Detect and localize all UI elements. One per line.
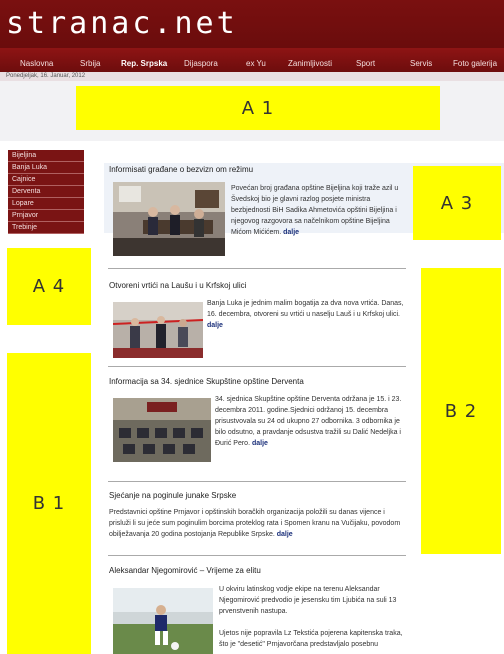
news-title[interactable]: Aleksandar Njegomirović – Vrijeme za elitu — [109, 566, 261, 575]
news-summary: U okviru latinskog vodje ekipe na terenu Aleksandar Njegomirović predvodio je jesensku tim Ljubića na suli 13 prvenstvenih nastupa. — [219, 586, 397, 615]
news-photo[interactable] — [113, 302, 203, 358]
divider — [108, 366, 406, 367]
news-summary-continued: Ujetos nije popravila Lz Tekstića pojerena kapitenska traka, što je "desetić" Prnjavorčana predstavljalo posebnu — [219, 630, 403, 648]
city-item-banja-luka[interactable]: Banja Luka — [8, 162, 84, 174]
more-link[interactable]: dalje — [283, 229, 300, 236]
news-title[interactable]: Informisati građane o bezvizn om režimu — [109, 165, 254, 174]
nav-item-naslovna[interactable]: Naslovna — [20, 59, 54, 68]
news-photo[interactable] — [113, 182, 225, 256]
more-link[interactable]: dalje — [207, 322, 223, 329]
ad-a4[interactable]: A 4 — [7, 248, 91, 325]
more-link[interactable]: dalje — [276, 531, 293, 538]
nav-item-rep-srpska[interactable]: Rep. Srpska — [121, 59, 168, 68]
ad-b1[interactable]: B 1 — [7, 353, 91, 654]
more-link[interactable]: dalje — [251, 440, 268, 447]
news-title[interactable]: Otvoreni vrtići na Laušu i u Krfskoj ulici — [109, 281, 247, 290]
nav-item-dijaspora[interactable]: Dijaspora — [184, 59, 218, 68]
current-date: Ponedjeljak, 16. Januar, 2012 — [6, 73, 86, 79]
ad-b2[interactable]: B 2 — [421, 268, 501, 554]
nav-item-foto-galerija[interactable]: Foto galerija — [453, 59, 498, 68]
ad-a1[interactable]: A 1 — [76, 86, 440, 130]
nav-item-srbija[interactable]: Srbija — [80, 59, 101, 68]
news-summary: 34. sjednica Skupštine opštine Derventa održana je 15. i 23. decembra 2011. godine.Sjednici održanoj 15. decembra prisustvovala su 24 od ukupno 27 odbornika. 3 odbornika je bilo odsutno, a pravdanje odsustva tražili su Dalić Nedeljka i Đurić Pero. dalje — [215, 396, 402, 447]
ad-a3[interactable]: A 3 — [413, 166, 501, 240]
news-summary: Predstavnici opštine Prnjavor i opštinskih boračkih organizacija položili su danas vijence i prisluži li su jeće sum poginulim borcima proteklog rata i Spomen kranu na Vučijaku, povodom obilježavanja 20 godina postojanja Republike Srpske. dalje — [109, 509, 401, 538]
news-title[interactable]: Sjećanje na poginule junake Srpske — [109, 491, 237, 500]
city-item-trebinje[interactable]: Trebinje — [8, 222, 84, 234]
city-item-prnjavor[interactable]: Prnjavor — [8, 210, 84, 222]
main-nav — [0, 48, 504, 72]
news-title[interactable]: Informacija sa 34. sjednice Skupštine opštine Derventa — [109, 377, 304, 386]
divider — [108, 555, 406, 556]
city-item-derventa[interactable]: Derventa — [8, 186, 84, 198]
city-item-bijeljina[interactable]: Bijeljina — [8, 150, 84, 162]
site-logo[interactable]: stranac.net — [6, 6, 238, 41]
nav-item-sport[interactable]: Sport — [356, 59, 376, 68]
divider — [108, 481, 406, 482]
city-item-lopare[interactable]: Lopare — [8, 198, 84, 210]
news-summary: Banja Luka je jednim malim bogatija za dva nova vrtića. Danas, 16. decembra, otvoreni su vrtići u naselju Lauš i u Krfskoj ulici. dalje — [207, 300, 404, 329]
news-photo[interactable] — [113, 398, 211, 462]
nav-item-servis[interactable]: Servis — [410, 59, 433, 68]
nav-item-ex-yu[interactable]: ex Yu — [246, 59, 266, 68]
news-summary: Povećan broj građana opštine Bijeljina koji traže azil u Švedskoj bio je glavni razlog posjete ministra bezbjednosti BiH Sadika Ahmetovića opštini Bijeljina i njegovog razgovora sa načelnikom opštine Bijeljina Mićom Mićićem. dalje — [231, 185, 399, 236]
news-photo[interactable] — [113, 588, 213, 654]
city-item-cajnice[interactable]: Cajnice — [8, 174, 84, 186]
nav-item-zanimljivosti[interactable]: Zanimljivosti — [288, 59, 333, 68]
city-menu — [8, 150, 84, 234]
divider — [108, 268, 406, 269]
